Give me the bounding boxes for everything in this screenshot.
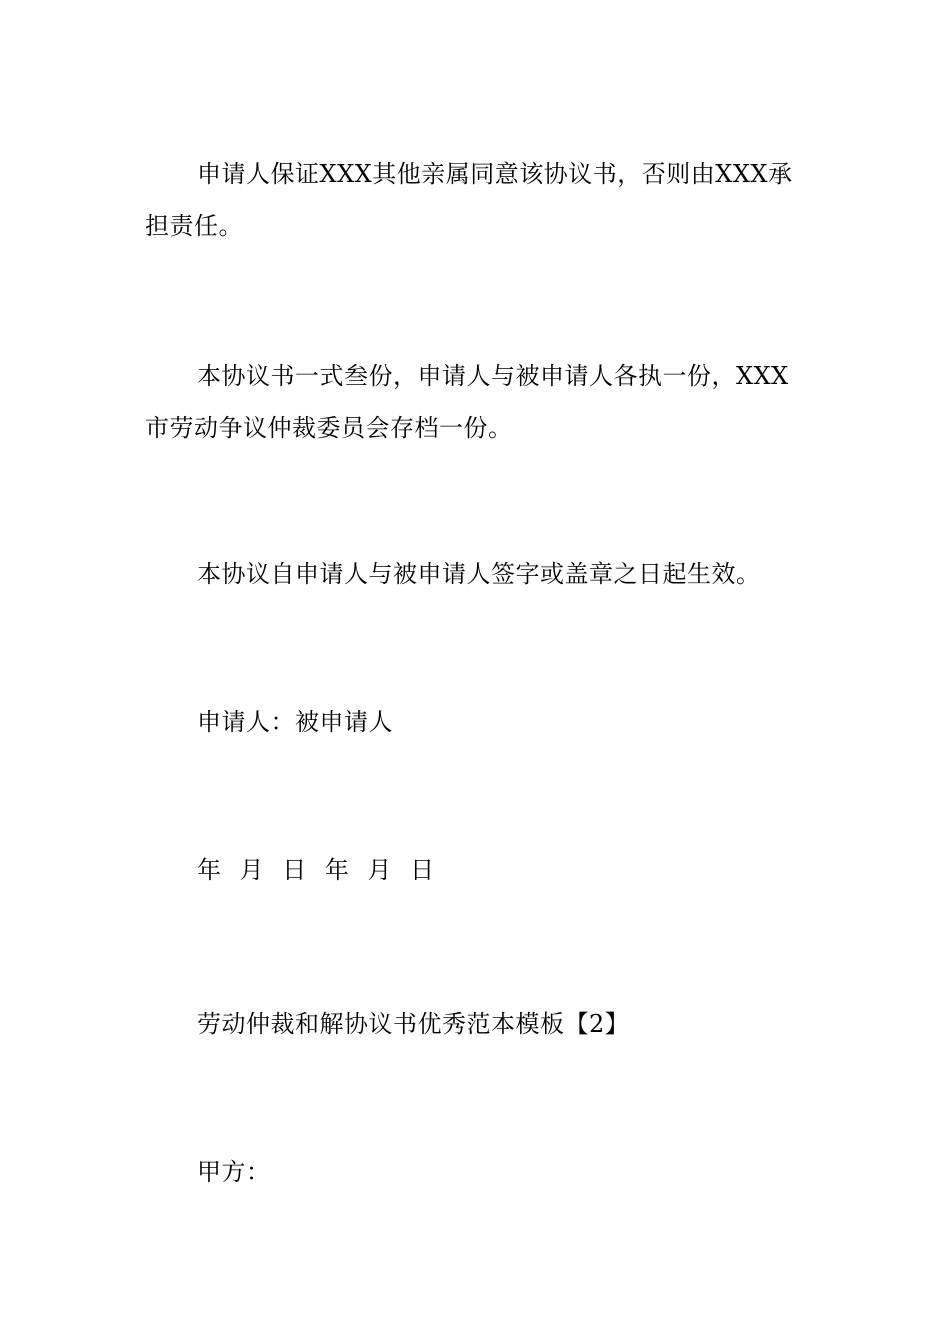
section-title: 劳动仲裁和解协议书优秀范本模板【2】 bbox=[197, 1010, 630, 1038]
paragraph-guarantee: 申请人保证XXX其他亲属同意该协议书，否则由XXX承担责任。 bbox=[145, 160, 793, 240]
signature-parties-line: 申请人：被申请人 bbox=[197, 708, 393, 736]
signature-date-line: 年 月 日 年 月 日 bbox=[197, 856, 435, 884]
paragraph-copies: 本协议书一式叁份，申请人与被申请人各执一份，XXX市劳动争议仲裁委员会存档一份。 bbox=[145, 362, 789, 442]
paragraph-effective: 本协议自申请人与被申请人签字或盖章之日起生效。 bbox=[197, 560, 761, 588]
party-a-label: 甲方： bbox=[197, 1158, 271, 1186]
